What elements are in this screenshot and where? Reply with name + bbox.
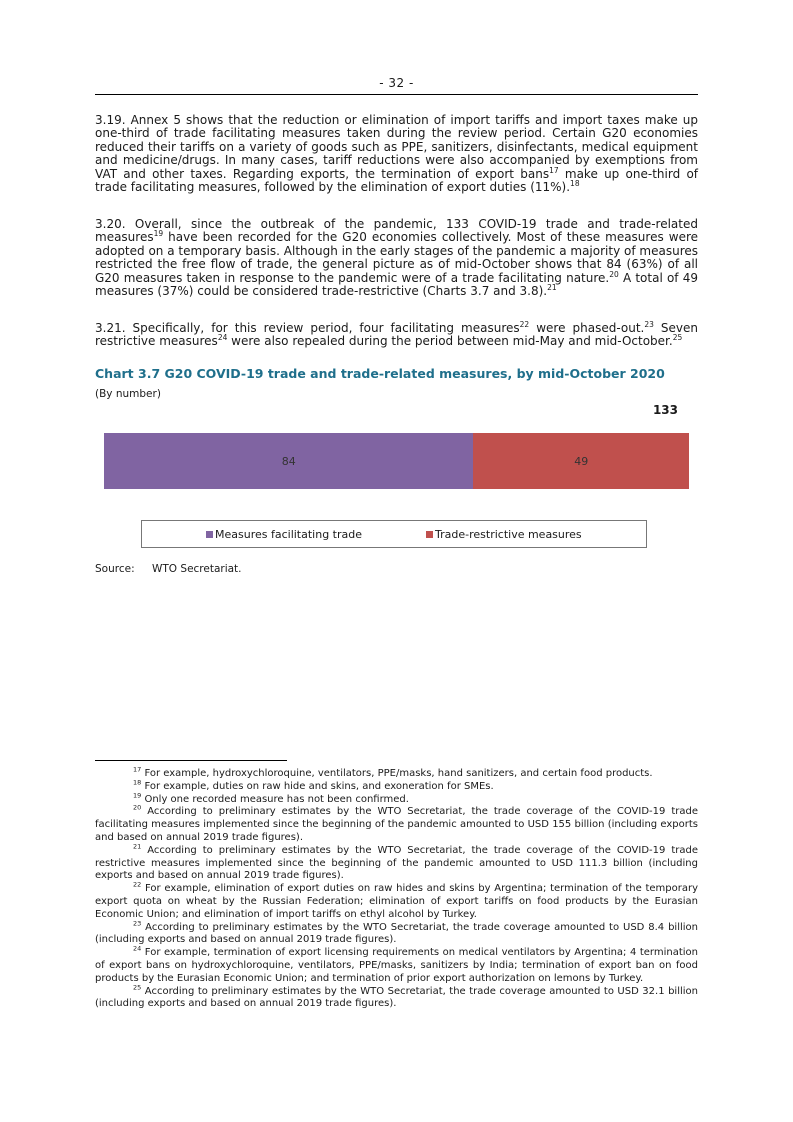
footnote-text: For example, duties on raw hide and skins, and exoneration for SMEs.	[141, 780, 494, 792]
paragraph-text: 3.21. Specifically, for this review period, four facilitating measures	[95, 321, 520, 335]
chart-title: Chart 3.7 G20 COVID-19 trade and trade-related measures, by mid-October 2020	[95, 366, 665, 381]
paragraph-text: were also repealed during the period between mid-May and mid-October.	[227, 334, 673, 349]
paragraph-3-19	[95, 114, 698, 194]
footnote-number: 24	[133, 944, 142, 953]
chart-total-label: 133	[652, 403, 678, 417]
footnote-number: 22	[133, 880, 142, 889]
footnote-number: 20	[133, 804, 142, 813]
footnote-ref: 19	[153, 229, 164, 239]
footnote-text: Only one recorded measure has not been confirmed.	[141, 793, 409, 805]
legend-label-restrictive: Trade-restrictive measures	[435, 527, 582, 541]
footnote-18	[95, 778, 698, 794]
footnote-24	[95, 944, 698, 985]
bar-segment-restrictive	[473, 433, 689, 489]
legend-item-restrictive	[426, 528, 582, 541]
paragraph-text: Seven restrictive measures	[95, 321, 698, 349]
footnote-ref: 24	[217, 333, 228, 343]
paragraph-text: 3.20. Overall, since the outbreak of the pandemic, 133 COVID-19 trade and trade-related measures	[95, 217, 698, 245]
legend-swatch-facilitating	[206, 531, 213, 538]
footnote-number: 19	[133, 791, 142, 800]
bar-data-label: 84	[281, 454, 296, 468]
legend-swatch-restrictive	[426, 531, 433, 538]
footnote-number: 23	[133, 919, 142, 928]
footnote-ref: 22	[519, 320, 530, 329]
paragraph-text: 3.19. Annex 5 shows that the reduction or elimination of import tariffs and import taxes make up one-third of trade facilitating measures taken during the review period. Certain G20 economies reduced their tariffs on a variety of goods such as PPE, sanitizers, disinfectants, medical equipment and medicine/drugs. In many cases, tariff reductions were also accompanied by exemptions from VAT and other taxes. Regarding exports, the termination of export bans	[95, 113, 698, 181]
chart-source	[95, 563, 242, 575]
footnote-number: 25	[133, 983, 142, 992]
paragraph-3-20	[95, 218, 698, 298]
footnote-text: For example, hydroxychloroquine, ventilators, PPE/masks, hand sanitizers, and certain food products.	[141, 768, 653, 779]
footnote-19	[95, 791, 698, 807]
footnote-ref: 25	[672, 333, 683, 343]
paragraph-text: make up one-third of trade facilitating measures, followed by the elimination of export duties (11%).	[95, 166, 699, 195]
footnote-text: For example, elimination of export duties on raw hides and skins by Argentina; termination of the temporary export quota on wheat by the Russian Federation; elimination of export tariffs on food products by the Eurasian Economic Union; and elimination of import tariffs on ethyl alcohol by Turkey.	[95, 883, 698, 920]
header-rule	[95, 94, 698, 95]
footnote-text: According to preliminary estimates by the WTO Secretariat, the trade coverage amounted to USD 8.4 billion (including exports and based on annual 2019 trade figures).	[95, 921, 698, 946]
legend-item-facilitating	[206, 528, 362, 541]
footnote-text: According to preliminary estimates by the WTO Secretariat, the trade coverage of the COVID-19 trade facilitating measures implemented since the beginning of the pandemic amounted to USD 155 billion (including exports and based on annual 2019 trade figures).	[95, 806, 698, 843]
chart-legend	[141, 520, 647, 548]
footnote-text: According to preliminary estimates by the WTO Secretariat, the trade coverage amounted to USD 32.1 billion (including exports and based on annual 2019 trade figures).	[95, 985, 698, 1010]
footnote-22	[95, 880, 698, 921]
footnote-number: 17	[133, 765, 142, 774]
footnote-ref: 21	[547, 283, 557, 293]
footnote-ref: 23	[644, 320, 654, 329]
footnotes-section	[95, 765, 698, 1011]
footnote-number: 21	[133, 842, 142, 851]
footnote-20	[95, 806, 698, 844]
source-text: WTO Secretariat.	[152, 563, 242, 575]
footnote-25	[95, 983, 698, 1012]
paragraph-text: were phased-out.	[529, 321, 645, 335]
paragraph-text: A total of 49 measures (37%) could be considered trade-restrictive (Charts 3.7 and 3.8).	[95, 270, 698, 299]
footnote-17	[95, 765, 698, 781]
legend-label-facilitating: Measures facilitating trade	[215, 527, 363, 541]
bar-data-label: 49	[574, 454, 589, 468]
source-label: Source:	[95, 563, 135, 575]
footnote-text: For example, termination of export licensing requirements on medical ventilators by Argentina; 4 termination of export bans on hydroxychloroquine, ventilators, PPE/masks, sanitizers by India; termination of export ban on food products by the Eurasian Economic Union; and termination of prior export authorization on lemons by Turkey.	[95, 947, 698, 984]
footnote-number: 18	[133, 778, 142, 787]
footnote-21	[95, 842, 698, 883]
paragraph-text: have been recorded for the G20 economies collectively. Most of these measures were adopted on a temporary basis. Although in the early stages of the pandemic a majority of measures restricted the free flow of trade, the general picture as of mid-October shows that 84 (63%) of all G20 measures taken in response to the pandemic were of a trade facilitating nature.	[95, 230, 698, 285]
stacked-bar	[104, 433, 689, 489]
footnote-ref: 18	[570, 179, 580, 189]
footnote-text: According to preliminary estimates by the WTO Secretariat, the trade coverage of the COVID-19 trade restrictive measures implemented since the beginning of the pandemic amounted to USD 111.3 billion (including exports and based on annual 2019 trade figures).	[95, 844, 698, 882]
page-number: - 32 -	[379, 76, 414, 90]
bar-segment-facilitating	[104, 433, 473, 489]
chart-unit-label: (By number)	[95, 388, 161, 400]
footnote-23	[95, 919, 698, 948]
footnote-rule	[95, 760, 287, 761]
paragraph-3-21	[95, 322, 698, 349]
footnote-ref: 17	[549, 165, 559, 175]
footnote-ref: 20	[609, 269, 619, 279]
